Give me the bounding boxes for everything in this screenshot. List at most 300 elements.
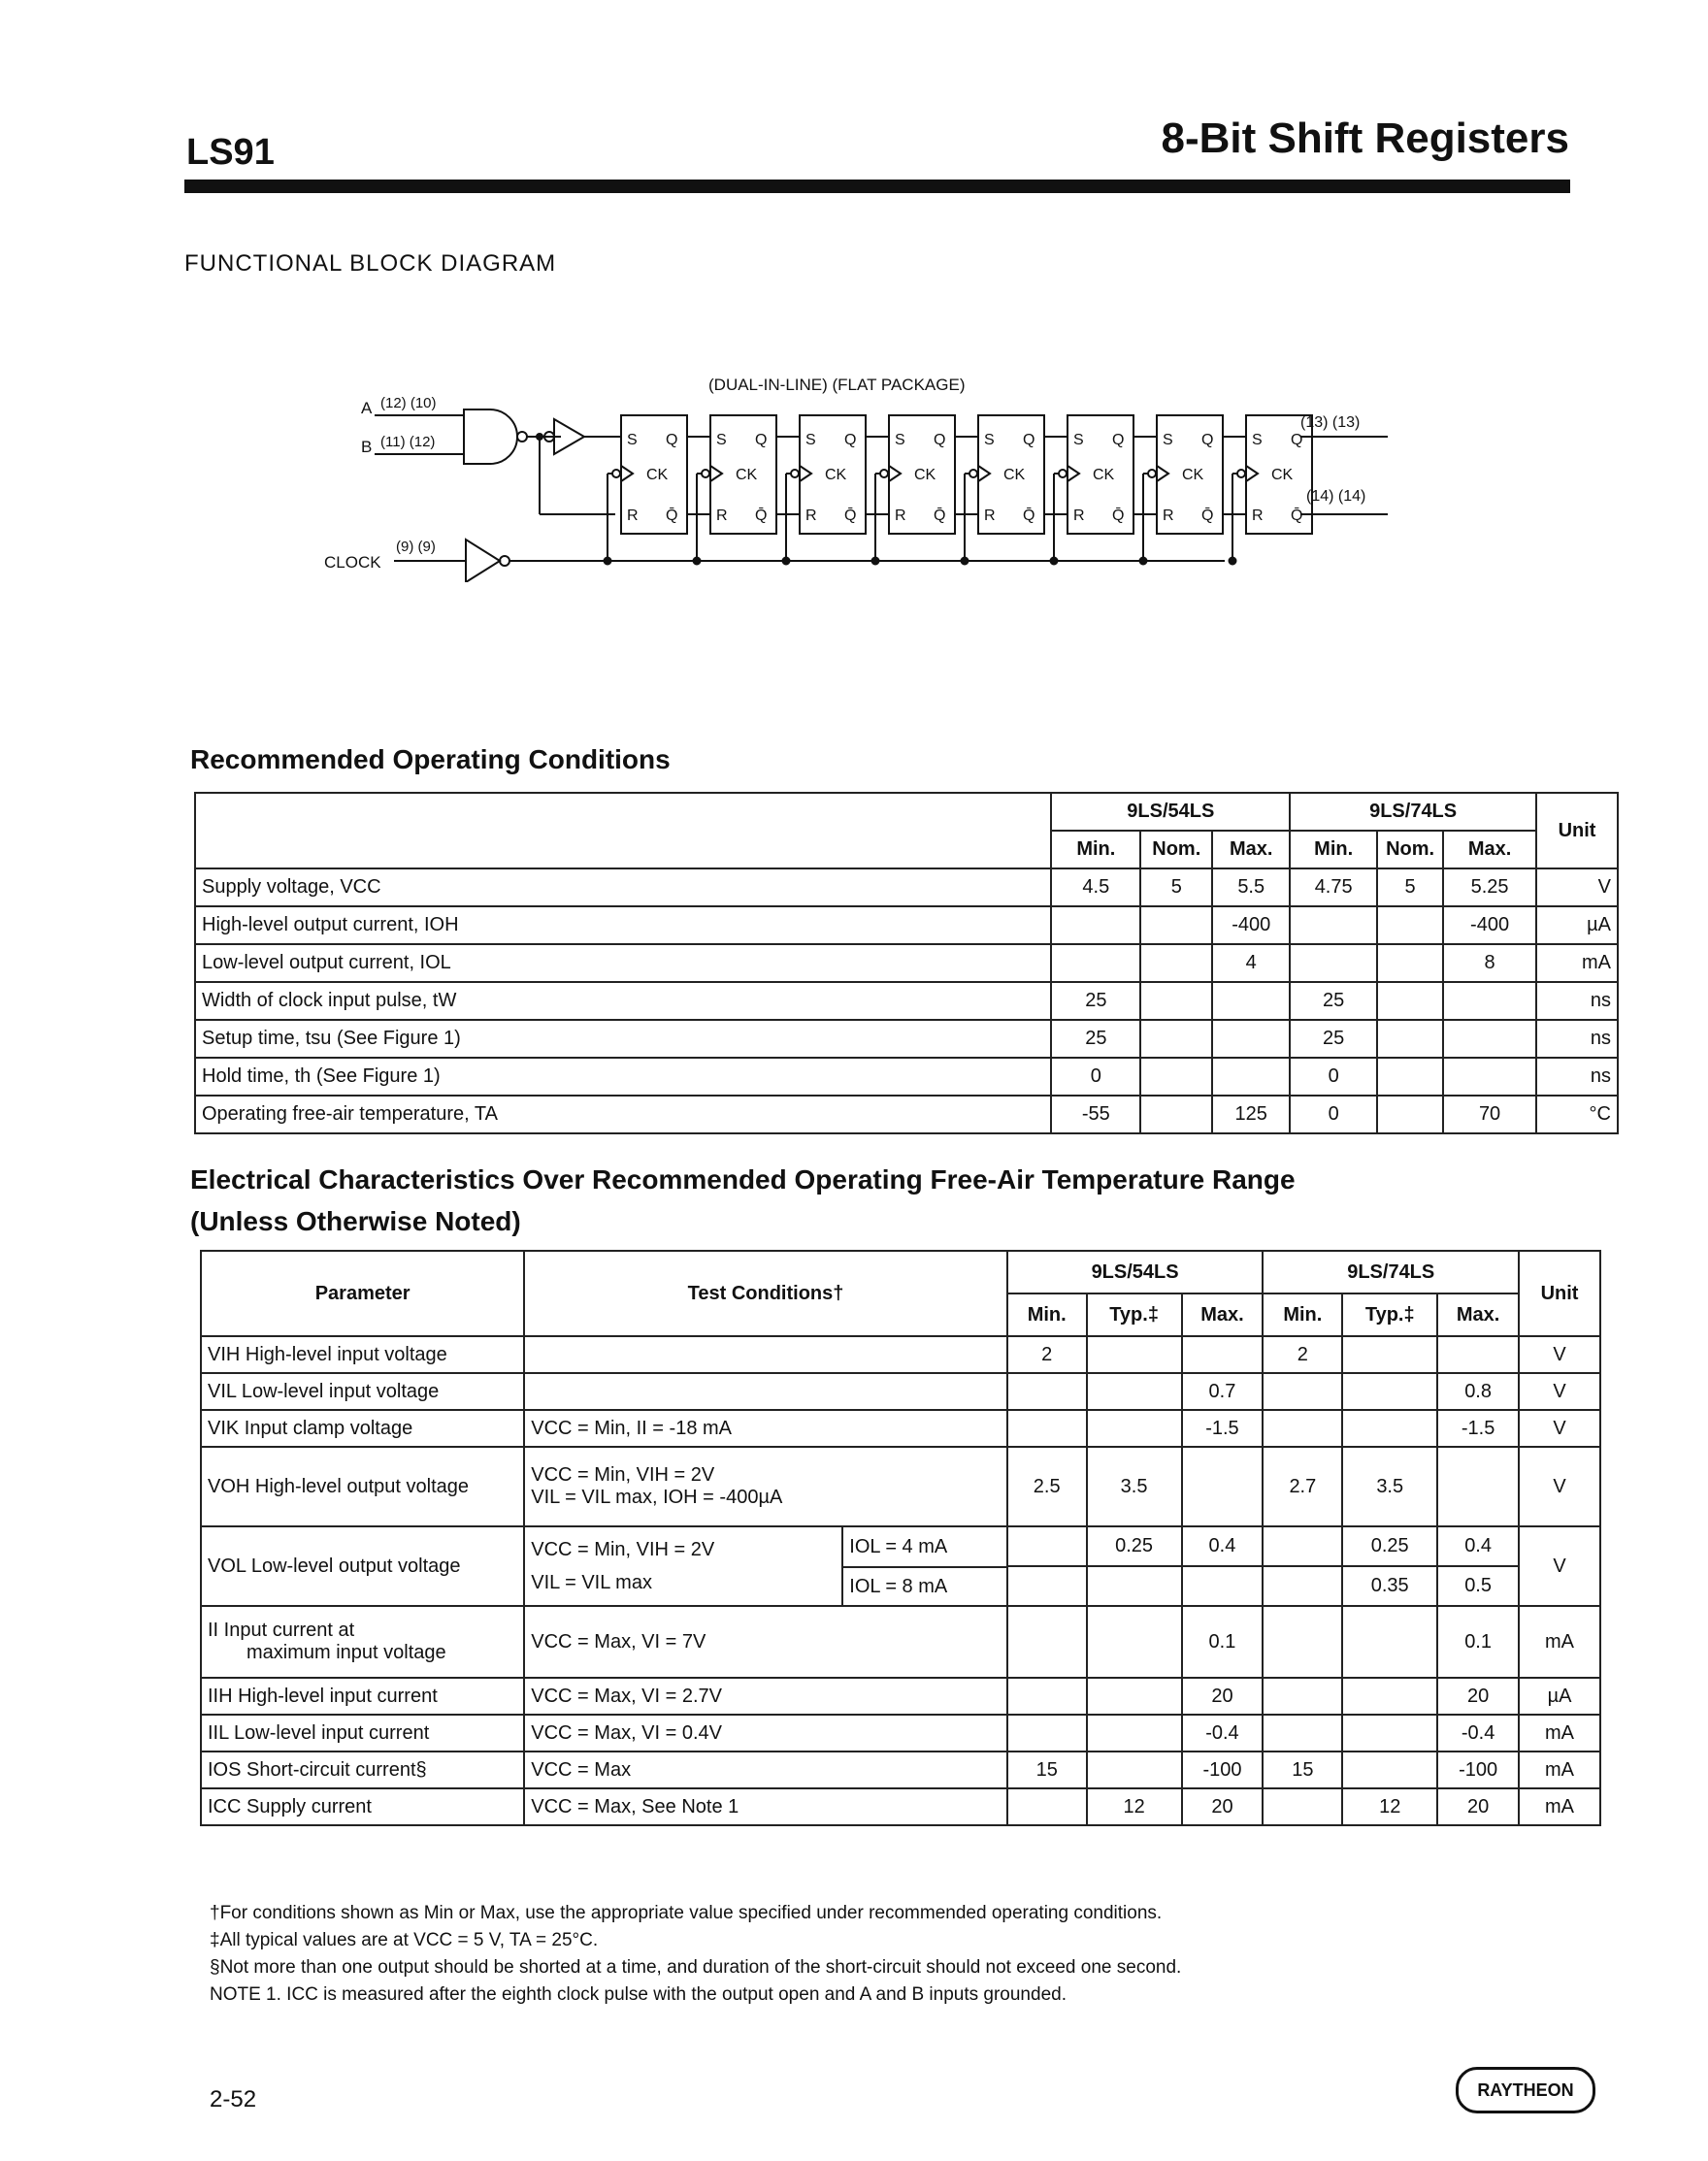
ec-value: 2.7 [1263, 1447, 1342, 1526]
ec-subheader: Min. [1007, 1293, 1087, 1336]
ec-value [1263, 1566, 1342, 1606]
ec-param [201, 1606, 524, 1678]
ec-value: 0.4 [1437, 1526, 1519, 1566]
ec-value [1342, 1336, 1437, 1373]
ec-condition-text: VCC = Min, VIH = 2V [531, 1464, 715, 1486]
roc-blank-header [195, 793, 1051, 868]
bus-junction [1051, 558, 1058, 565]
roc-param: Setup time, tsu (See Figure 1) [195, 1020, 1051, 1058]
ec-condition-text: VCC = Max, VI = 2.7V [531, 1685, 723, 1707]
ff-qbar-label: Q̄ [934, 508, 946, 524]
ec-value [1437, 1336, 1519, 1373]
ec-param-text: VIL Low-level input voltage [208, 1380, 440, 1402]
ec-row [201, 1715, 1600, 1752]
ec-value [1263, 1715, 1342, 1752]
roc-subheader: Nom. [1377, 831, 1443, 868]
ec-row [201, 1410, 1600, 1447]
ec-param-text: IOS Short-circuit current§ [208, 1758, 427, 1781]
ec-value [1007, 1678, 1087, 1715]
ec-value: 15 [1007, 1752, 1087, 1788]
ec-condition-text: VCC = Max, VI = 0.4V [531, 1721, 723, 1744]
ec-unit: V [1519, 1336, 1600, 1373]
ff-ck-label: CK [736, 467, 758, 483]
ec-value: -1.5 [1182, 1410, 1264, 1447]
ec-value [1007, 1715, 1087, 1752]
ec-subheader: Min. [1263, 1293, 1342, 1336]
block-diagram-heading: FUNCTIONAL BLOCK DIAGRAM [184, 250, 557, 277]
ec-row [201, 1788, 1600, 1825]
ec-value [1007, 1373, 1087, 1410]
ec-value: 0.4 [1182, 1526, 1264, 1566]
ff-qbar-label: Q̄ [1112, 508, 1125, 524]
ec-condition-text: VCC = Max, VI = 7V [531, 1630, 706, 1653]
ec-value [1182, 1566, 1264, 1606]
bus-junction [872, 558, 879, 565]
roc-row [195, 982, 1618, 1020]
roc-value [1140, 982, 1212, 1020]
ec-value: 12 [1087, 1788, 1182, 1825]
ec-value: 20 [1182, 1788, 1264, 1825]
pins-q-label: (13) (13) [1300, 414, 1361, 431]
ec-value [1342, 1752, 1437, 1788]
ec-value: 2 [1007, 1336, 1087, 1373]
roc-param: High-level output current, IOH [195, 906, 1051, 944]
ff-s-label: S [805, 432, 816, 448]
roc-value [1377, 906, 1443, 944]
roc-value [1051, 944, 1140, 982]
ec-value [1263, 1373, 1342, 1410]
roc-value: 4 [1212, 944, 1290, 982]
header-rule [184, 180, 1570, 193]
ec-value [1182, 1447, 1264, 1526]
ff-s-label: S [895, 432, 905, 448]
raytheon-logo: RAYTHEON [1456, 2067, 1595, 2113]
ec-value [1263, 1788, 1342, 1825]
roc-value: -400 [1212, 906, 1290, 944]
ec-row [201, 1606, 1600, 1678]
ec-value: -0.4 [1437, 1715, 1519, 1752]
ec-condition [524, 1715, 1007, 1752]
roc-value: 25 [1290, 982, 1377, 1020]
ec-value: -1.5 [1437, 1410, 1519, 1447]
roc-row [195, 1058, 1618, 1096]
ec-value [1182, 1336, 1264, 1373]
pins-a-label: (12) (10) [380, 395, 437, 411]
roc-unit-header: Unit [1536, 793, 1618, 868]
roc-value [1140, 1096, 1212, 1133]
ec-condition [524, 1410, 1007, 1447]
ec-unit: V [1519, 1447, 1600, 1526]
roc-unit: µA [1536, 906, 1618, 944]
nand-gate [464, 409, 517, 464]
roc-value: 5 [1140, 868, 1212, 906]
vol-condition-split [525, 1527, 1006, 1605]
ec-row [201, 1752, 1600, 1788]
ff-r-label: R [1163, 508, 1174, 524]
roc-unit: ns [1536, 982, 1618, 1020]
ec-value: 0.1 [1437, 1606, 1519, 1678]
roc-row [195, 1096, 1618, 1133]
roc-param: Hold time, th (See Figure 1) [195, 1058, 1051, 1096]
page-title: 8-Bit Shift Registers [1161, 115, 1569, 162]
ff-q-label: Q [1023, 432, 1035, 448]
ff-clock-triangle [1068, 466, 1079, 481]
ec-param-header: Parameter [201, 1251, 524, 1336]
ff-clock-bubble [969, 470, 977, 477]
roc-subheader: Min. [1290, 831, 1377, 868]
ec-subheader: Typ.‡ [1342, 1293, 1437, 1336]
pins-b-label: (11) (12) [380, 434, 436, 450]
roc-param: Operating free-air temperature, TA [195, 1096, 1051, 1133]
roc-unit: V [1536, 868, 1618, 906]
ec-value [1342, 1715, 1437, 1752]
ec-param-text: VOH High-level output voltage [208, 1475, 470, 1497]
ec-unit: mA [1519, 1752, 1600, 1788]
ec-subheader: Max. [1182, 1293, 1264, 1336]
ec-row [201, 1678, 1600, 1715]
roc-param: Low-level output current, IOL [195, 944, 1051, 982]
roc-value [1212, 982, 1290, 1020]
ec-condition [524, 1447, 1007, 1526]
ec-param: VOL Low-level output voltage [201, 1526, 524, 1606]
vol-condition-right [843, 1527, 1006, 1605]
ff-qbar-label: Q̄ [755, 508, 768, 524]
roc-unit: ns [1536, 1020, 1618, 1058]
ec-value: 15 [1263, 1752, 1342, 1788]
roc-value: 0 [1290, 1096, 1377, 1133]
input-b-label: B [361, 438, 373, 456]
ff-s-label: S [1252, 432, 1263, 448]
ec-param [201, 1447, 524, 1526]
ec-value [1087, 1678, 1182, 1715]
ff-r-label: R [805, 508, 817, 524]
ec-value [1087, 1566, 1182, 1606]
roc-subheader: Max. [1443, 831, 1536, 868]
roc-value [1377, 1058, 1443, 1096]
ec-value [1342, 1678, 1437, 1715]
roc-unit: ns [1536, 1058, 1618, 1096]
ec-condition-text: VIL = VIL max, IOH = -400µA [531, 1487, 783, 1508]
bus-junction [694, 558, 701, 565]
ec-param-text: VIK Input clamp voltage [208, 1417, 413, 1439]
ff-clock-bubble [1237, 470, 1245, 477]
ec-value: 3.5 [1342, 1447, 1437, 1526]
ec-condition-text: IOL = 4 mA [843, 1527, 1006, 1568]
ec-param [201, 1373, 524, 1410]
roc-value: 0 [1051, 1058, 1140, 1096]
ff-clock-bubble [1059, 470, 1067, 477]
ff-clock-bubble [791, 470, 799, 477]
ff-clock-bubble [880, 470, 888, 477]
ff-ck-label: CK [1182, 467, 1204, 483]
ec-condition [524, 1336, 1007, 1373]
ec-unit: mA [1519, 1606, 1600, 1678]
ff-ck-label: CK [646, 467, 669, 483]
footnote: NOTE 1. ICC is measured after the eighth clock pulse with the output open and A and B inputs grounded. [210, 1984, 1067, 2005]
ff-qbar-label: Q̄ [844, 508, 857, 524]
roc-group-54: 9LS/54LS [1051, 793, 1290, 831]
ec-value: 0.7 [1182, 1373, 1264, 1410]
ec-condition [524, 1752, 1007, 1788]
roc-value [1377, 982, 1443, 1020]
ff-qbar-label: Q̄ [1201, 508, 1214, 524]
roc-value: 0 [1290, 1058, 1377, 1096]
ec-value: -100 [1182, 1752, 1264, 1788]
footnote: §Not more than one output should be shorted at a time, and duration of the short-circuit should not exceed one second. [210, 1957, 1182, 1978]
page-number: 2-52 [210, 2086, 257, 2112]
roc-unit: mA [1536, 944, 1618, 982]
roc-value: 5.25 [1443, 868, 1536, 906]
ec-row [201, 1526, 1600, 1566]
roc-value: 70 [1443, 1096, 1536, 1133]
ec-unit: mA [1519, 1715, 1600, 1752]
roc-param: Width of clock input pulse, tW [195, 982, 1051, 1020]
ec-value [1342, 1373, 1437, 1410]
ff-s-label: S [1073, 432, 1084, 448]
roc-row [195, 868, 1618, 906]
roc-value: 4.5 [1051, 868, 1140, 906]
ff-clock-bubble [702, 470, 709, 477]
roc-title: Recommended Operating Conditions [190, 744, 671, 774]
ec-param-text: IIH High-level input current [208, 1685, 438, 1707]
ec-unit-header: Unit [1519, 1251, 1600, 1336]
ec-param-text: VIH High-level input voltage [208, 1343, 447, 1365]
ff-s-label: S [984, 432, 995, 448]
ec-param [201, 1715, 524, 1752]
ec-param-text: II Input current at [208, 1620, 355, 1641]
ec-value [1087, 1752, 1182, 1788]
ff-q-label: Q [755, 432, 768, 448]
ff-s-label: S [716, 432, 727, 448]
ff-r-label: R [627, 508, 639, 524]
ff-q-label: Q [934, 432, 946, 448]
ec-condition [524, 1606, 1007, 1678]
roc-subheader: Nom. [1140, 831, 1212, 868]
ff-clock-triangle [621, 466, 633, 481]
ec-condition [524, 1526, 1007, 1606]
ff-ck-label: CK [914, 467, 936, 483]
roc-row [195, 944, 1618, 982]
ec-row [201, 1336, 1600, 1373]
roc-value [1443, 982, 1536, 1020]
ec-value [1263, 1606, 1342, 1678]
ec-value: 0.1 [1182, 1606, 1264, 1678]
ec-value: 2 [1263, 1336, 1342, 1373]
package-label: (DUAL-IN-LINE) (FLAT PACKAGE) [708, 376, 966, 394]
ec-unit: V [1519, 1526, 1600, 1606]
ec-value [1263, 1678, 1342, 1715]
roc-value: -55 [1051, 1096, 1140, 1133]
ff-r-label: R [984, 508, 996, 524]
ec-subtitle: (Unless Otherwise Noted) [190, 1206, 521, 1236]
roc-value: 25 [1290, 1020, 1377, 1058]
bus-junction [605, 558, 611, 565]
ec-condition-text: VCC = Max [531, 1758, 632, 1781]
roc-value [1212, 1020, 1290, 1058]
ec-value: 2.5 [1007, 1447, 1087, 1526]
ff-q-label: Q [844, 432, 857, 448]
clock-inverter [466, 540, 500, 582]
ec-group-74: 9LS/74LS [1263, 1251, 1519, 1293]
vol-condition-left [525, 1527, 843, 1605]
ec-value [1087, 1410, 1182, 1447]
ec-value [1087, 1336, 1182, 1373]
ec-param-text: maximum input voltage [246, 1642, 446, 1663]
footnote: ‡All typical values are at VCC = 5 V, TA = 25°C. [210, 1930, 599, 1950]
ff-clock-triangle [1246, 466, 1258, 481]
ec-value [1342, 1606, 1437, 1678]
roc-value: 125 [1212, 1096, 1290, 1133]
clock-label: CLOCK [324, 553, 381, 572]
ec-subheader: Max. [1437, 1293, 1519, 1336]
roc-value [1377, 1096, 1443, 1133]
roc-group-74: 9LS/74LS [1290, 793, 1536, 831]
ff-clock-triangle [1157, 466, 1168, 481]
ec-condition [524, 1373, 1007, 1410]
ff-clock-triangle [710, 466, 722, 481]
ec-condition-text: VCC = Min, II = -18 mA [531, 1417, 732, 1439]
ec-value: 0.5 [1437, 1566, 1519, 1606]
input-a-label: A [361, 399, 373, 417]
ec-subheader: Typ.‡ [1087, 1293, 1182, 1336]
ec-condition [524, 1678, 1007, 1715]
ec-param [201, 1752, 524, 1788]
ec-value: 20 [1182, 1678, 1264, 1715]
ff-ck-label: CK [825, 467, 847, 483]
ec-value [1087, 1606, 1182, 1678]
ec-condition-text: VCC = Min, VIH = 2V [531, 1539, 715, 1560]
ec-cond-header: Test Conditions† [524, 1251, 1007, 1336]
roc-row [195, 1020, 1618, 1058]
pins-qbar-label: (14) (14) [1306, 488, 1366, 505]
ff-clock-bubble [612, 470, 620, 477]
ec-value [1342, 1410, 1437, 1447]
block-diagram [291, 369, 1397, 582]
ec-title: Electrical Characteristics Over Recommended Operating Free-Air Temperature Range [190, 1164, 1296, 1195]
roc-value: 25 [1051, 982, 1140, 1020]
ff-clock-triangle [889, 466, 901, 481]
ec-value [1007, 1526, 1087, 1566]
ec-group-54: 9LS/54LS [1007, 1251, 1264, 1293]
pins-clock-label: (9) (9) [396, 539, 436, 555]
ec-param-text: IIL Low-level input current [208, 1721, 430, 1744]
roc-value: 5 [1377, 868, 1443, 906]
ff-q-label: Q [666, 432, 678, 448]
bus-junction [962, 558, 969, 565]
bus-junction [1230, 558, 1236, 565]
ff-qbar-label: Q̄ [1291, 508, 1303, 524]
ff-s-label: S [1163, 432, 1173, 448]
ec-unit: V [1519, 1373, 1600, 1410]
ff-ck-label: CK [1271, 467, 1294, 483]
ec-value: 3.5 [1087, 1447, 1182, 1526]
ff-s-label: S [627, 432, 638, 448]
roc-value [1377, 1020, 1443, 1058]
ff-qbar-label: Q̄ [1023, 508, 1035, 524]
ec-unit: µA [1519, 1678, 1600, 1715]
ff-r-label: R [895, 508, 906, 524]
bus-junction [783, 558, 790, 565]
ec-value [1087, 1715, 1182, 1752]
ec-value [1007, 1606, 1087, 1678]
footnote: †For conditions shown as Min or Max, use the appropriate value specified under recommended operating conditions. [210, 1903, 1163, 1923]
ec-value: 0.25 [1342, 1526, 1437, 1566]
ff-ck-label: CK [1003, 467, 1026, 483]
roc-subheader: Min. [1051, 831, 1140, 868]
roc-value: -400 [1443, 906, 1536, 944]
ff-r-label: R [1252, 508, 1264, 524]
ec-value [1437, 1447, 1519, 1526]
roc-value [1290, 944, 1377, 982]
ff-q-label: Q [1201, 432, 1214, 448]
ff-q-label: Q [1291, 432, 1303, 448]
ec-row [201, 1447, 1600, 1526]
ec-value [1007, 1566, 1087, 1606]
roc-value [1443, 1058, 1536, 1096]
ec-param [201, 1678, 524, 1715]
ec-value: 20 [1437, 1788, 1519, 1825]
ff-r-label: R [1073, 508, 1085, 524]
roc-value [1377, 944, 1443, 982]
roc-value [1140, 944, 1212, 982]
ec-param [201, 1410, 524, 1447]
ec-value: -100 [1437, 1752, 1519, 1788]
roc-value [1140, 906, 1212, 944]
ff-clock-triangle [978, 466, 990, 481]
ec-param [201, 1336, 524, 1373]
ec-value: 0.8 [1437, 1373, 1519, 1410]
ec-value [1263, 1526, 1342, 1566]
ff-qbar-label: Q̄ [666, 508, 678, 524]
ec-value: 0.25 [1087, 1526, 1182, 1566]
roc-value: 4.75 [1290, 868, 1377, 906]
ec-row [201, 1373, 1600, 1410]
ec-value [1007, 1788, 1087, 1825]
ec-value [1007, 1410, 1087, 1447]
ec-param [201, 1788, 524, 1825]
roc-row [195, 906, 1618, 944]
recommended-operating-conditions-table [194, 792, 1619, 1134]
roc-value [1140, 1020, 1212, 1058]
roc-value [1443, 1020, 1536, 1058]
roc-value: 5.5 [1212, 868, 1290, 906]
ff-ck-label: CK [1093, 467, 1115, 483]
ec-value: 12 [1342, 1788, 1437, 1825]
ec-condition-text: VIL = VIL max [531, 1572, 652, 1593]
ff-clock-bubble [1148, 470, 1156, 477]
roc-value [1140, 1058, 1212, 1096]
ec-value: -0.4 [1182, 1715, 1264, 1752]
footnotes [210, 1900, 1181, 2009]
ec-condition [524, 1788, 1007, 1825]
roc-value: 25 [1051, 1020, 1140, 1058]
ec-condition-text: VCC = Max, See Note 1 [531, 1795, 739, 1817]
roc-value: 8 [1443, 944, 1536, 982]
ff-q-label: Q [1112, 432, 1125, 448]
part-number: LS91 [186, 132, 275, 173]
ff-clock-triangle [800, 466, 811, 481]
roc-value [1051, 906, 1140, 944]
ec-param-text: ICC Supply current [208, 1795, 372, 1817]
roc-unit: °C [1536, 1096, 1618, 1133]
roc-value [1212, 1058, 1290, 1096]
electrical-characteristics-table [200, 1250, 1601, 1826]
bus-junction [1140, 558, 1147, 565]
ec-value [1263, 1410, 1342, 1447]
ff-r-label: R [716, 508, 728, 524]
ec-unit: V [1519, 1410, 1600, 1447]
ec-condition-text: IOL = 8 mA [849, 1576, 948, 1597]
